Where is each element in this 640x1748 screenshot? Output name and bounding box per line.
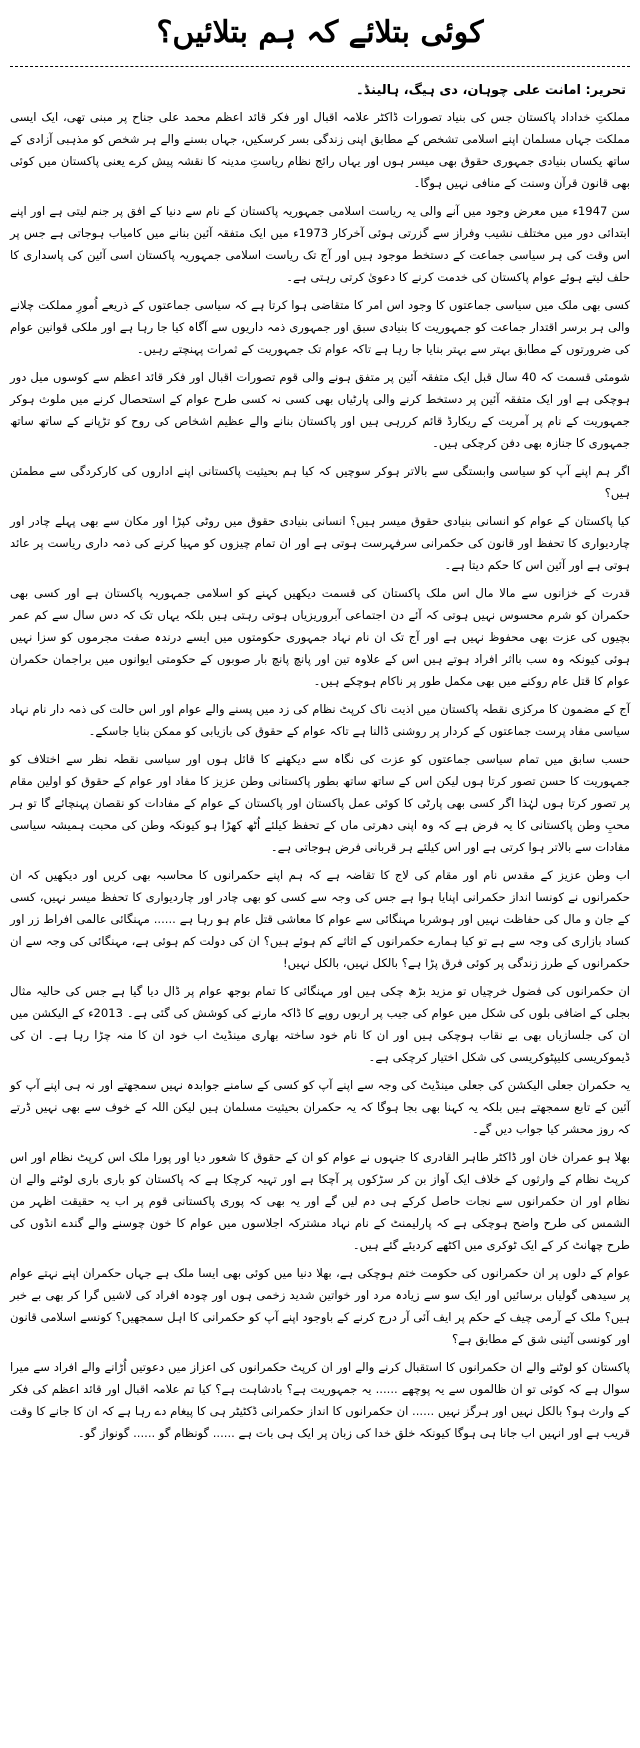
- paragraph-5: اگر ہم اپنے آپ کو سیاسی وابستگی سے بالاتر ہوکر سوچیں کہ کیا ہم بحیثیت پاکستانی اپنے اداروں کی کارکردگی سے مطمئن ہیں؟: [10, 464, 630, 500]
- paragraph-15: پاکستان کو لوٹنے والے ان حکمرانوں کا استقبال کرنے والے اور ان کرپٹ حکمرانوں کی اعزاز میں دعوتیں اُڑانے والے افراد سے میرا سوال ہے کہ کوئی تو ان ظالموں سے یہ پوچھے ...... یہ جمہوریت ہے؟ بادشاہت ہے؟ کیا تم علامہ اقبال اور قائد اعظم کی فکر کے وارث ہو؟ بالکل نہیں اور ہرگز نہیں ...... ان حکمرانوں کا انداز حکمرانی ڈکٹیٹر ہی کا پیغام دے رہا ہے کہ ان کا جانے کا وقت قریب ہے اور انہیں اب جانا ہی ہوگا کیونکہ خلق خدا کی زبان پر ایک ہی بات ہے ...... گونظام گو ...... گونواز گو۔: [10, 1360, 630, 1440]
- paragraph-1: مملکتِ خداداد پاکستان جس کی بنیاد تصورات ڈاکٹر علامہ اقبال اور فکر قائد اعظم محمد علی جناح پر مبنی تھی، ایک ایسی مملکت جہاں مسلمان اپنے اسلامی تشخص کے مطابق اپنی زندگی بسر کرسکیں، جہاں بسنے والے ہر شخص کو مذہبی آزادی کے ساتھ یکساں بنیادی جمہوری حقوق بھی میسر ہوں اور یہاں رائج نظام ریاستِ مدینہ کا نقشہ پیش کرے یعنی پاکستان میں کوئی بھی قانون قرآن وسنت کے منافی نہیں ہوگا۔: [10, 110, 630, 190]
- paragraph-9: حسب سابق میں تمام سیاسی جماعتوں کو عزت کی نگاہ سے دیکھنے کا قائل ہوں اور سیاسی نقطہ نظر سے اختلاف کو جمہوریت کا حسن تصور کرتا ہوں لیکن اس کے ساتھ ساتھ بطور پاکستانی وطن عزیز کا مفاد اور عوام کے حقوق کو اولین مقام پر تصور کرتا ہوں لہٰذا اگر کسی بھی پارٹی کا کوئی عمل پاکستان اور پاکستان کے عوام کے مفادات کو نقصان پہنچائے گا تو ہر محبِ وطن پاکستانی کا یہ فرض ہے کہ وہ اپنی دھرتی ماں کے تحفظ کیلئے اُٹھ کھڑا ہو کیونکہ وطن کی محبت ہمیشہ سیاسی مفادات سے بالاتر ہوا کرتی ہے اور اس کیلئے ہر قربانی فرض ہوجاتی ہے۔: [10, 752, 630, 854]
- paragraph-6: کیا پاکستان کے عوام کو انسانی بنیادی حقوق میسر ہیں؟ انسانی بنیادی حقوق میں روٹی کپڑا اور مکان سے بھی پہلے چادر اور چاردیواری کا تحفظ اور قانون کی حکمرانی سرفہرست ہوتی ہے اور ان تمام چیزوں کو مہیا کرنے کی ذمہ داری ریاست پر عائد ہوتی ہے اور آئین اس کا حکم دیتا ہے۔: [10, 514, 630, 572]
- article-title: کوئی بتلائے کہ ہم بتلائیں؟: [156, 15, 484, 50]
- article: [10, 0, 630, 1748]
- paragraph-10: اب وطن عزیز کے مقدس نام اور مقام کی لاج کا تقاضہ ہے کہ ہم اپنے حکمرانوں کا محاسبہ بھی کریں اور دیکھیں کہ ان حکمرانوں نے کونسا انداز حکمرانی اپنایا ہوا ہے جس کی وجہ سے کسی کو بھی چادر اور چاردیواری کا تحفظ میسر نہیں، کسی کے جان و مال کی حفاظت نہیں اور ہوشربا مہنگائی سے عوام کا معاشی قتل عام ہو رہا ہے ...... مہنگائی عالمی افراط زر اور کساد بازاری کی وجہ سے ہے تو کیا ہمارے حکمرانوں کے اثاثے کم ہوئے ہیں؟ ان کی دولت کم ہوئی ہے، مہنگائی کی وجہ سے ان حکمرانوں کے طرز زندگی پر کوئی فرق پڑا ہے؟ بالکل نہیں، بالکل نہیں!: [10, 868, 630, 970]
- paragraph-4: شومئی قسمت کہ 40 سال قبل ایک متفقہ آئین پر متفق ہونے والی قوم تصورات اقبال اور فکر قائد اعظم سے کوسوں میل دور ہوچکی ہے اور ایک متفقہ آئین پر دستخط کرنے والی پارٹیاں بھی کسی نہ کسی طرح عوام کے استحصال کرنے میں ملوث ہوکر جمہوریت کے نام پر آمریت کے ریکارڈ قائم کررہی ہیں اور پاکستان بنانے والے عظیم اشخاص کی روح کو تڑپانے کے ساتھ ساتھ جمہوری کا جنازہ بھی دفن کرچکی ہیں۔: [10, 370, 630, 450]
- title-divider: [10, 66, 630, 68]
- paragraph-7: قدرت کے خزانوں سے مالا مال اس ملک پاکستان کی قسمت دیکھیں کہنے کو اسلامی جمہوریہ پاکستان ہے اور کسی بھی حکمران کو شرم محسوس نہیں ہوتی کہ آئے دن اجتماعی آبروریزیاں ہوتی رہتی ہیں بلکہ یہاں تک کہ دس سال سے کم عمر بچیوں کی عزت بھی محفوظ نہیں ہے اور آج تک ان نام نہاد جمہوری حکومتوں میں ایسے درندہ صفت مجرموں کو سزا نہیں ہوئی کیونکہ وہ سب بااثر افراد ہوتے ہیں اس کے علاوہ تین اور پانچ پانچ بار صوبوں کے حکومتی ایوانوں میں براجمان حکمران عوام کا قتل عام روکنے میں بھی مکمل طور پر ناکام ہوچکے ہیں۔: [10, 586, 630, 688]
- paragraph-11: ان حکمرانوں کی فضول خرچیاں تو مزید بڑھ چکی ہیں اور مہنگائی کا تمام بوجھ عوام پر ڈال دیا گیا ہے جس کی حالیہ مثال بجلی کے اضافی بلوں کی شکل میں عوام کی جیب پر اربوں روپے کا ڈاکہ مارنے کی کوشش کی گئی ہے۔ 2013ء کے الیکشن میں ان کی جلسازیاں بھی بے نقاب ہوچکی ہیں اور ان کا نام خود ساختہ بھاری مینڈیٹ اب خود ان کا منہ چڑا رہا ہے۔ ان کی ڈیموکریسی کلیپٹوکریسی کی شکل اختیار کرچکی ہے۔: [10, 984, 630, 1064]
- paragraph-3: کسی بھی ملک میں سیاسی جماعتوں کا وجود اس امر کا متقاضی ہوا کرتا ہے کہ سیاسی جماعتوں کے ذریعے اُمورِ مملکت چلانے والی ہر برسر اقتدار جماعت کو جمہوریت کا بنیادی سبق اور جمہوری ذمہ داریوں سے آگاہ کیا جا رہا ہے اور ملکی قوانین عوام کی ضرورتوں کے مطابق بہتر سے بہتر بنایا جا رہا ہے تاکہ عوام تک جمہوریت کے ثمرات پہنچتے رہیں۔: [10, 298, 630, 356]
- paragraph-2: سن 1947ء میں معرض وجود میں آنے والی یہ ریاست اسلامی جمہوریہ پاکستان کے نام سے دنیا کے افق پر جنم لیتی ہے اور اپنے ابتدائی دور میں مختلف نشیب وفراز سے گزرتی ہوئی آخرکار 1973ء میں ایک متفقہ آئین بنانے میں کامیاب ہوجاتی ہے جس پر اس وقت کی ہر سیاسی جماعت کے دستخط موجود ہیں اور آج تک ریاست اسلامی جمہوریہ پاکستان اسی آئین کی پاسداری کا حلف لیتے ہوئے عوام پاکستان کی خدمت کرنے کا دعویٰ کرتی رہتی ہے۔: [10, 204, 630, 284]
- paragraph-13: بھلا ہو عمران خان اور ڈاکٹر طاہر القادری کا جنہوں نے عوام کو ان کے حقوق کا شعور دیا اور پورا ملک اس کرپٹ نظام اور اس کرپٹ نظام کے وارثوں کے خلاف ایک آواز بن کر سڑکوں پر آچکا ہے اور تہیہ کرچکا ہے کہ پاکستان کو باری باری لوٹنے والے ان نظام اور ان حکمرانوں سے نجات حاصل کرکے ہی دم لیں گے اور یہ بھی کہ پوری پاکستانی قوم پر اب یہ حقیقت اظہر من الشمس کی طرح واضح ہوچکی ہے کہ پارلیمنٹ کے نام نہاد مشترکہ اجلاسوں میں عوام کا خون چوسنے والے گندے انڈوں کی طرح چھانٹ کر کے ایک ٹوکری میں اکٹھے کردیئے گئے ہیں۔: [10, 1150, 630, 1252]
- paragraph-14: عوام کے دلوں پر ان حکمرانوں کی حکومت ختم ہوچکی ہے، بھلا دنیا میں کوئی بھی ایسا ملک ہے جہاں حکمران اپنے نہتے عوام پر سیدھی گولیاں برسائیں اور ایک سو سے زیادہ مرد اور خواتین شدید زخمی ہوں اور چودہ افراد کی لاشیں گرا کر بھی بے خبر ہیں؟ ملک کے آرمی چیف کے حکم پر ایف آئی آر درج کرنے کے باوجود اپنے آپ کو حکمرانی کا اہل سمجھیں؟ کونسے اسلامی قانون اور کونسی آئینی شق کے مطابق ہے؟: [10, 1266, 630, 1346]
- paragraph-8: آج کے مضمون کا مرکزی نقطہ پاکستان میں اذیت ناک کرپٹ نظام کی زد میں پسنے والے عوام اور اس حالت کی ذمہ دار نام نہاد سیاسی مفاد پرست جماعتوں کے کردار پر روشنی ڈالنا ہے تاکہ عوام کے حقوق کی بازیابی کو ممکن بنایا جاسکے۔: [10, 702, 630, 738]
- byline: تحریر: امانت علی چوہان، دی ہیگ، ہالینڈ۔: [356, 83, 626, 98]
- paragraph-12: یہ حکمران جعلی الیکشن کی جعلی مینڈیٹ کی وجہ سے اپنے آپ کو کسی کے سامنے جوابدہ نہیں سمجھتے اور نہ ہی اپنے آپ کو آئین کے تابع سمجھتے ہیں بلکہ یہ کہنا بھی بجا ہوگا کہ یہ حکمران بحیثیت مسلمان ہیں لیکن اللہ کے خوف سے بھی نہیں ڈرتے کہ روز محشر کیا جواب دیں گے۔: [10, 1078, 630, 1136]
